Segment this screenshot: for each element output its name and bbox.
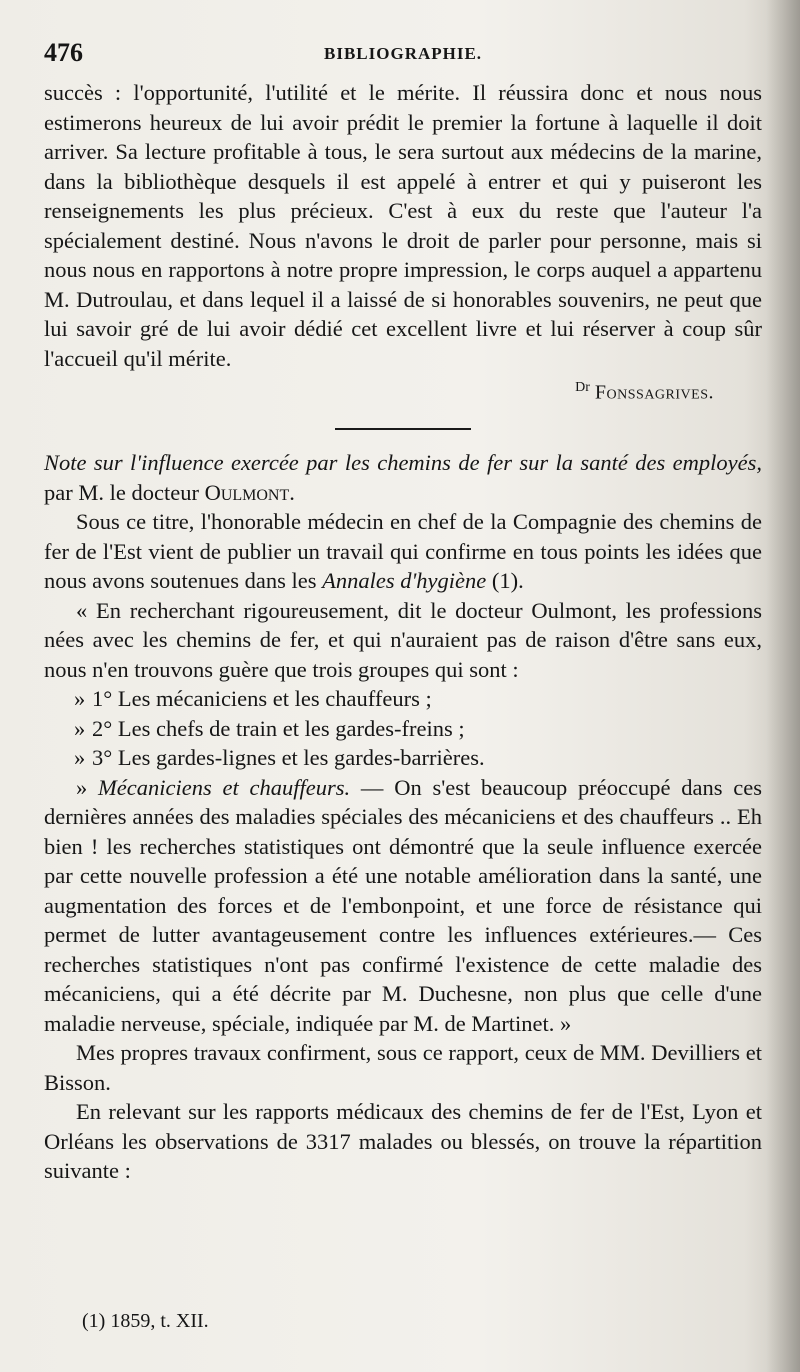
footnote-ref: (1). (486, 568, 524, 594)
footnote: (1) 1859, t. XII. (82, 1310, 209, 1332)
running-head: BIBLIOGRAPHIE. (324, 44, 483, 63)
page-header (44, 38, 740, 68)
subsection-heading: Mécaniciens et chauffeurs. (98, 774, 351, 800)
page-edge-shadow (766, 0, 800, 1372)
page-body (44, 78, 762, 1186)
paragraph-mecaniciens-text: — On s'est beaucoup préoccupé dans ces dernières années des maladies spéciales des mécaniciens et des chauffeurs .. Eh bien ! les recherches statistiques ont démontré que la seule influence exercée par cette nouvelle profession a été une notable amélioration dans la santé, une augmentation des forces et de l'embonpoint, et une force de résistance qui permet de lutter avantageusement contre les influences extérieures.— Ces recherches statistiques n'ont pas confirmé l'existence de cette maladie des mécaniciens, qui a été décrite par M. Duchesne, non plus que celle d'une maladie nerveuse, spéciale, indiquée par M. de Martinet. » (44, 774, 762, 1036)
list-item-text: 1° Les mécaniciens et les chauffeurs ; (92, 686, 432, 712)
paragraph-intro-text: Sous ce titre, l'honorable médecin en chef de la Compagnie des chemins de fer de l'Est vient de publier un travail qui confirme en tous points les idées que nous avons soutenues dans les (44, 509, 762, 594)
annales-title: Annales d'hygiène (322, 568, 487, 594)
note-author: Oulmont. (204, 479, 295, 505)
paragraph-intro (44, 507, 762, 596)
list-item-text: 2° Les chefs de train et les gardes-freins ; (92, 715, 465, 741)
section-divider (335, 428, 471, 430)
paragraph-statistics: En relevant sur les rapports médicaux des chemins de fer de l'Est, Lyon et Orléans les observations de 3317 malades ou blessés, on trouve la répartition suivante : (44, 1099, 762, 1184)
quote-mark: » (74, 715, 86, 741)
paragraph-own-work: Mes propres travaux confirment, sous ce rapport, ceux de MM. Devilliers et Bisson. (44, 1040, 762, 1095)
list-item-text: 3° Les gardes-lignes et les gardes-barrières. (92, 745, 485, 771)
list-item (44, 743, 762, 773)
paragraph-quote-start: « En recherchant rigoureusement, dit le docteur Oulmont, les professions nées avec les chemins de fer, et qui n'auraient pas de raison d'être sans eux, nous n'en trouvons guère que trois groupes qui sont : (44, 597, 762, 682)
signature-name: Fonssagrives. (594, 381, 714, 404)
list-item (44, 684, 762, 714)
note-title (44, 448, 762, 507)
quote-mark: » (74, 745, 86, 771)
page-number: 476 (44, 38, 83, 67)
note-title-italic: Note sur l'influence exercée par les chemins de fer sur la santé des employés, (44, 450, 762, 476)
paragraph-mecaniciens (44, 773, 762, 1039)
quote-mark: » (74, 686, 86, 712)
quote-mark: » (76, 774, 88, 800)
signature-title: Dr (575, 380, 590, 395)
note-title-by: par M. le docteur (44, 479, 205, 505)
signature (44, 373, 762, 408)
paragraph-review-conclusion: succès : l'opportunité, l'utilité et le mérite. Il réussira donc et nous nous estimerons heureux de lui avoir prédit le premier la fortune à laquelle il doit arriver. Sa lecture profitable à tous, le sera surtout aux médecins de la marine, dans la bibliothèque desquels il est appelé à entrer et qui y puiseront les renseignements les plus précieux. C'est à eux du reste que l'auteur l'a spécialement destiné. Nous n'avons le droit de parler pour personne, mais si nous nous en rapportons à notre propre impression, le corps auquel a appartenu M. Dutroulau, et dans lequel il a laissé de si honorables souvenirs, ne peut que lui savoir gré de lui avoir dédié cet excellent livre et lui réserver à coup sûr l'accueil qu'il mérite. (44, 80, 762, 371)
list-item (44, 714, 762, 744)
